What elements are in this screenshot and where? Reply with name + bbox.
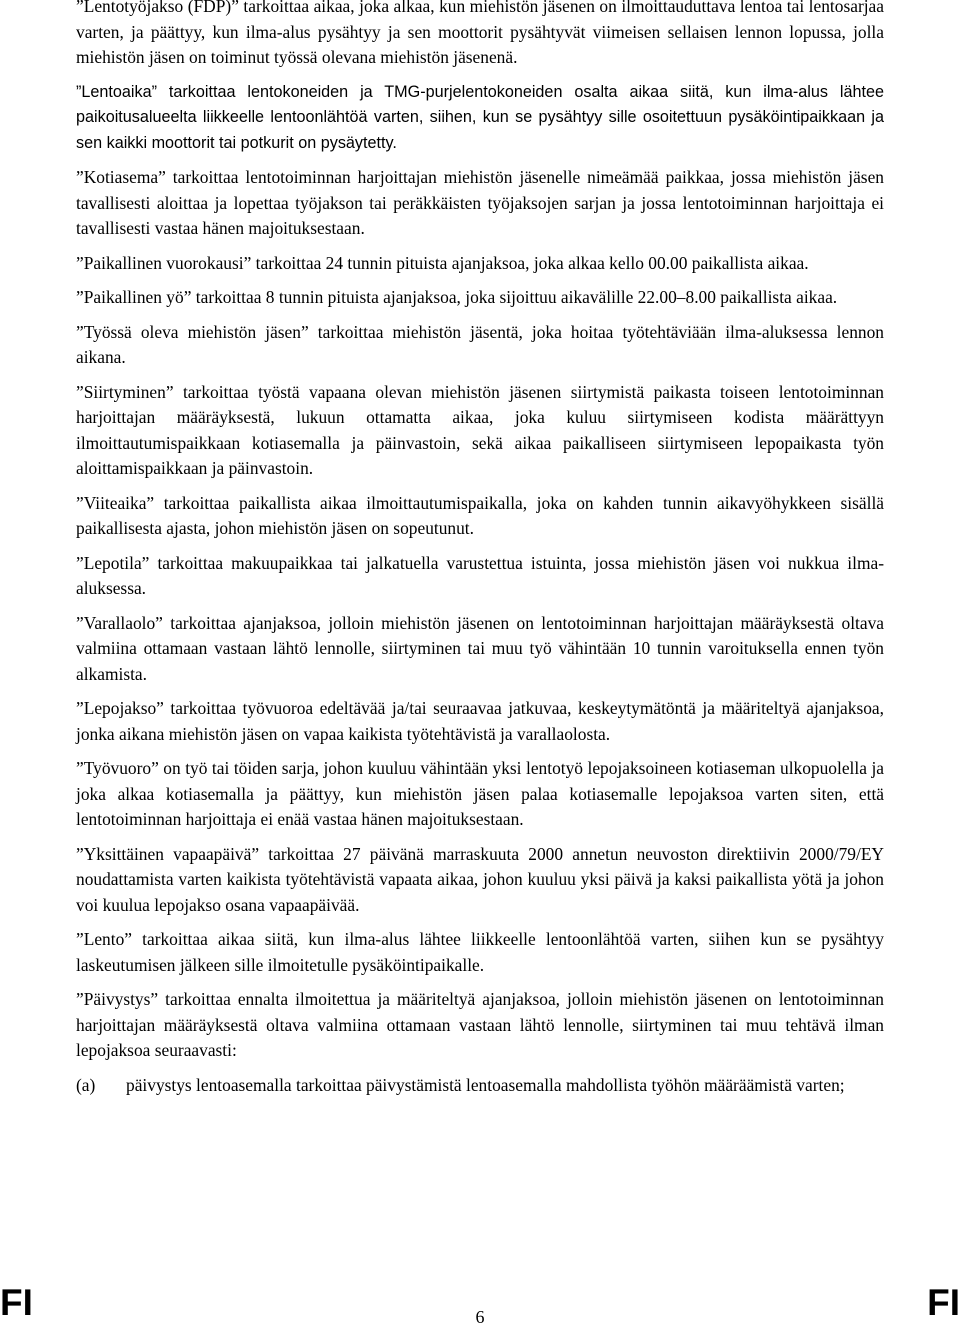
paragraph-lentotyojakso: ”Lentotyöjakso (FDP)” tarkoittaa aikaa, joka alkaa, kun miehistön jäsenen on ilmoittauduttava lentoa tai lentosarjaa varten, ja päättyy, kun ilma-alus pysähtyy ja sen moottorit pysähtyvät viimeisen sellaisen lennon lopussa, jolla miehistön jäsen on toiminut työssä olevana miehistön jäsenenä. (76, 0, 884, 67)
list-item-marker: (a) (76, 1074, 96, 1095)
footer-language-left: FI (0, 1282, 33, 1323)
paragraph-kotiasema: ”Kotiasema” tarkoittaa lentotoiminnan harjoittajan miehistön jäsenelle nimeämää paikkaa, jossa miehistön jäsen tavallisesti aloittaa ja lopettaa työjakson tai peräkkäisten työjaksojen sarjan ja jossa lentotoiminnan harjoittaja ei tavallisesti vastaa hänen majoituksestaan. (76, 167, 884, 238)
paragraph-lentoaika: ”Lentoaika” tarkoittaa lentokoneiden ja TMG-purjelentokoneiden osalta aikaa siitä, kun ilma-alus lähtee paikoitusalueelta liikkeelle lentoonlähtöä varten, siihen, kun se pysähtyy sille osoitettuun pysäköintipaikkaan ja sen kaikki moottorit tai potkurit on pysäytetty. (76, 82, 884, 152)
paragraph-paikallinen-yo: ”Paikallinen yö” tarkoittaa 8 tunnin pituista ajanjaksoa, joka sijoittuu aikavälille 22.00–8.00 paikallista aikaa. (76, 287, 838, 307)
paragraph-yksittainen-vapaapaiva: ”Yksittäinen vapaapäivä” tarkoittaa 27 päivänä marraskuuta 2000 annetun neuvoston direktiivin 2000/79/EY noudattamista varten kaikista työtehtävistä vapaata aikaa, johon kuuluu yksi päivä ja kaksi paikallista yötä ja johon voi kuulua lepojakso osana vapaapäivää. (76, 843, 884, 915)
paragraph-siirtyminen: ”Siirtyminen” tarkoittaa työstä vapaana olevan miehistön jäsenen siirtymistä paikasta toiseen lentotoiminnan harjoittajan määräyksestä, lukuun ottamatta aikaa, joka kuluu siirtymiseen kodista määrättyyn ilmoittautumispaikkaan kotiasemalla ja päinvastoin, sekä aikaa paikalliseen siirtymiseen lepopaikasta työn aloittamispaikkaan ja päinvastoin. (76, 381, 884, 478)
paragraph-paikallinen-vuorokausi: ”Paikallinen vuorokausi” tarkoittaa 24 tunnin pituista ajanjaksoa, joka alkaa kello 00.00 paikallista aikaa. (76, 252, 809, 273)
document-body (76, 0, 884, 1098)
paragraph-lepotila: ”Lepotila” tarkoittaa makuupaikkaa tai jalkatuella varustettua istuinta, jossa miehistön jäsen voi nukkua ilma-aluksessa. (76, 552, 884, 598)
list-item (76, 1073, 884, 1099)
paragraph-tyossa-oleva: ”Työssä oleva miehistön jäsen” tarkoittaa miehistön jäsentä, joka hoitaa työtehtäviään ilma-aluksessa lennon aikana. (76, 321, 884, 367)
paragraph-paivystys: ”Päivystys” tarkoittaa ennalta ilmoitettua ja määriteltyä ajanjaksoa, jolloin miehistön jäsenen on lentotoiminnan harjoittajan määräyksestä oltava valmiina ottamaan vastaan lähtö lennolle, siirtyminen tai muu tehtävä ilman lepojaksoa seuraavasti: (76, 989, 884, 1060)
paragraph-viiteaika: ”Viiteaika” tarkoittaa paikallista aikaa ilmoittautumispaikalla, joka on kahden tunnin aikavyöhykkeen sisällä paikallisesta ajasta, johon miehistön jäsen on sopeutunut. (76, 492, 884, 538)
page-number: 6 (475, 1307, 485, 1327)
paragraph-tyovuoro: ”Työvuoro” on työ tai töiden sarja, johon kuuluu vähintään yksi lentotyö lepojaksoineen kotiaseman ulkopuolella ja joka alkaa kotiasemalla ja päättyy, kun miehistön jäsen palaa kotiasemalle lepojaksoa varten siten, että lentotoiminnan harjoittaja ei enää vastaa hänen majoituksestaan. (76, 758, 884, 829)
paragraph-varallaolo: ”Varallaolo” tarkoittaa ajanjaksoa, jolloin miehistön jäsenen on lentotoiminnan harjoittajan määräyksestä oltava valmiina ottamaan vastaan lähtö lennolle, siirtyminen tai muu työ vähintään 10 tunnin varoituksella ennen työn alkamista. (76, 612, 884, 684)
footer-language-right: FI (927, 1282, 960, 1323)
list-item-text: päivystys lentoasemalla tarkoittaa päivystämistä lentoasemalla mahdollista työhön määräämistä varten; (126, 1074, 845, 1095)
paragraph-lepojakso: ”Lepojakso” tarkoittaa työvuoroa edeltävää ja/tai seuraavaa jatkuvaa, keskeytymätöntä ja määriteltyä ajanjaksoa, jonka aikana miehistön jäsen on vapaa kaikista työtehtävistä ja varallaolosta. (76, 698, 884, 744)
paragraph-lento: ”Lento” tarkoittaa aikaa siitä, kun ilma-alus lähtee liikkeelle lentoonlähtöä varten, siihen kun se pysähtyy laskeutumisen jälkeen sille ilmoitetulle pysäköintipaikalle. (76, 929, 884, 975)
